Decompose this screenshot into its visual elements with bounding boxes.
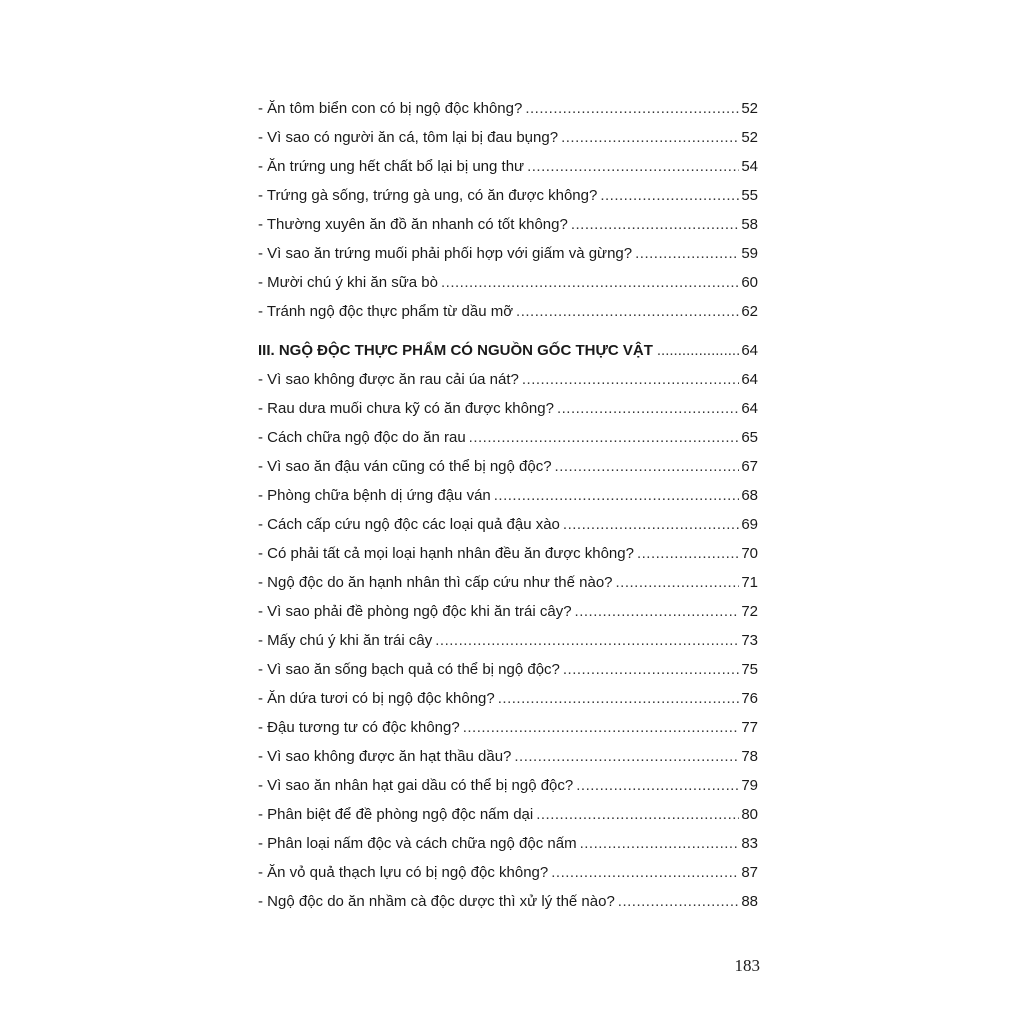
toc-entry-title: - Tránh ngộ độc thực phẩm từ dầu mỡ: [258, 303, 514, 320]
toc-entry: [258, 684, 758, 713]
toc-entry-page: 64: [741, 371, 758, 388]
dot-leader: [435, 626, 739, 655]
toc-entry-title: - Trứng gà sống, trứng gà ung, có ăn được không?: [258, 187, 598, 204]
toc-entry-page: 69: [741, 516, 758, 533]
toc-entry-page: 77: [741, 719, 758, 736]
toc-entry-page: 64: [741, 400, 758, 417]
toc-entry-page: 65: [741, 429, 758, 446]
toc-entry-title: - Ăn tôm biển con có bị ngộ độc không?: [258, 100, 523, 117]
toc-entry: [258, 771, 758, 800]
dot-leader: [463, 713, 740, 742]
toc-entry-page: 68: [741, 487, 758, 504]
toc-entry: [258, 626, 758, 655]
dot-leader: [563, 655, 739, 684]
toc-group-before: [258, 94, 758, 326]
toc-entry-title: - Ăn vỏ quả thạch lựu có bị ngộ độc không?: [258, 864, 549, 881]
toc-group-after: [258, 365, 758, 916]
dot-leader: [571, 210, 739, 239]
dot-leader: [516, 297, 739, 326]
toc-section-heading: [258, 336, 758, 365]
dot-leader: [557, 394, 739, 423]
dot-leader: [657, 336, 739, 365]
toc-entry-title: - Cách chữa ngộ độc do ăn rau: [258, 429, 466, 446]
toc-entry: [258, 800, 758, 829]
toc-entry: [258, 597, 758, 626]
toc-entry: [258, 887, 758, 916]
dot-leader: [469, 423, 740, 452]
toc-entry-page: 62: [741, 303, 758, 320]
page-number: 183: [734, 956, 760, 975]
toc-entry-title: - Có phải tất cả mọi loại hạnh nhân đều ăn được không?: [258, 545, 634, 562]
toc-entry-title: - Ngộ độc do ăn hạnh nhân thì cấp cứu như thế nào?: [258, 574, 613, 591]
toc-entry-title: - Ngộ độc do ăn nhầm cà độc dược thì xử lý thế nào?: [258, 893, 615, 910]
toc-entry-page: 52: [741, 129, 758, 146]
toc-entry: [258, 655, 758, 684]
toc-entry: [258, 152, 758, 181]
toc-entry-page: 73: [741, 632, 758, 649]
toc-entry: [258, 568, 758, 597]
toc-entry-title: - Vì sao không được ăn hạt thầu dầu?: [258, 748, 512, 765]
toc-entry-title: - Vì sao ăn trứng muối phải phối hợp với giấm và gừng?: [258, 245, 633, 262]
toc-entry-page: 58: [741, 216, 758, 233]
dot-leader: [551, 858, 739, 887]
toc-entry-page: 60: [741, 274, 758, 291]
toc-entry: [258, 829, 758, 858]
toc-entry-title: - Vì sao ăn nhân hạt gai dầu có thể bị ngộ độc?: [258, 777, 574, 794]
toc-entry-title: - Vì sao ăn sống bạch quả có thể bị ngộ độc?: [258, 661, 560, 678]
dot-leader: [635, 239, 739, 268]
toc-entry-page: 71: [741, 574, 758, 591]
toc-entry-title: - Rau dưa muối chưa kỹ có ăn được không?: [258, 400, 554, 417]
toc-entry-title: - Vì sao phải đề phòng ngộ độc khi ăn trái cây?: [258, 603, 572, 620]
toc-entry-page: 76: [741, 690, 758, 707]
dot-leader: [563, 510, 739, 539]
dot-leader: [580, 829, 740, 858]
dot-leader: [616, 568, 740, 597]
toc-entry-title: - Mấy chú ý khi ăn trái cây: [258, 632, 433, 649]
dot-leader: [514, 742, 739, 771]
table-of-contents: [258, 94, 758, 916]
section-title: III. NGỘ ĐỘC THỰC PHẨM CÓ NGUỒN GỐC THỰC VẬT: [258, 342, 653, 359]
dot-leader: [536, 800, 739, 829]
toc-entry-title: - Vì sao ăn đậu ván cũng có thể bị ngộ độc?: [258, 458, 552, 475]
dot-leader: [527, 152, 739, 181]
toc-entry: [258, 452, 758, 481]
toc-entry: [258, 742, 758, 771]
dot-leader: [525, 94, 739, 123]
toc-entry-page: 72: [741, 603, 758, 620]
toc-entry: [258, 181, 758, 210]
toc-entry-page: 59: [741, 245, 758, 262]
toc-entry-page: 55: [741, 187, 758, 204]
dot-leader: [555, 452, 740, 481]
dot-leader: [576, 771, 739, 800]
toc-entry: [258, 423, 758, 452]
toc-entry: [258, 713, 758, 742]
toc-entry-page: 75: [741, 661, 758, 678]
toc-entry-title: - Phòng chữa bệnh dị ứng đậu ván: [258, 487, 491, 504]
toc-entry-page: 78: [741, 748, 758, 765]
toc-entry: [258, 394, 758, 423]
toc-entry: [258, 94, 758, 123]
toc-entry: [258, 481, 758, 510]
dot-leader: [498, 684, 740, 713]
toc-entry: [258, 539, 758, 568]
dot-leader: [637, 539, 739, 568]
toc-entry-title: - Phân biệt để đề phòng ngộ độc nấm dại: [258, 806, 534, 823]
dot-leader: [618, 887, 740, 916]
section-page-number: 64: [741, 342, 758, 359]
toc-entry-title: - Vì sao không được ăn rau cải úa nát?: [258, 371, 519, 388]
toc-entry: [258, 239, 758, 268]
toc-entry-title: - Mười chú ý khi ăn sữa bò: [258, 274, 438, 291]
toc-entry: [258, 510, 758, 539]
dot-leader: [600, 181, 739, 210]
toc-entry-page: 54: [741, 158, 758, 175]
toc-entry-title: - Vì sao có người ăn cá, tôm lại bị đau bụng?: [258, 129, 559, 146]
dot-leader: [494, 481, 740, 510]
toc-entry: [258, 268, 758, 297]
toc-entry: [258, 210, 758, 239]
toc-entry: [258, 858, 758, 887]
dot-leader: [561, 123, 739, 152]
toc-entry-page: 88: [741, 893, 758, 910]
dot-leader: [522, 365, 739, 394]
toc-entry-page: 67: [741, 458, 758, 475]
dot-leader: [441, 268, 739, 297]
toc-entry-page: 52: [741, 100, 758, 117]
toc-entry-page: 80: [741, 806, 758, 823]
toc-entry-page: 79: [741, 777, 758, 794]
toc-entry-page: 87: [741, 864, 758, 881]
dot-leader: [575, 597, 740, 626]
toc-entry-title: - Đậu tương tư có độc không?: [258, 719, 460, 736]
toc-entry-title: - Cách cấp cứu ngộ độc các loại quả đậu xào: [258, 516, 560, 533]
toc-entry-title: - Ăn dứa tươi có bị ngộ độc không?: [258, 690, 495, 707]
toc-entry-title: - Thường xuyên ăn đồ ăn nhanh có tốt không?: [258, 216, 568, 233]
toc-entry: [258, 365, 758, 394]
toc-entry-title: - Ăn trứng ung hết chất bổ lại bị ung thư: [258, 158, 525, 175]
toc-entry: [258, 297, 758, 326]
toc-entry-title: - Phân loại nấm độc và cách chữa ngộ độc nấm: [258, 835, 577, 852]
toc-entry-page: 70: [741, 545, 758, 562]
toc-entry-page: 83: [741, 835, 758, 852]
toc-entry: [258, 123, 758, 152]
